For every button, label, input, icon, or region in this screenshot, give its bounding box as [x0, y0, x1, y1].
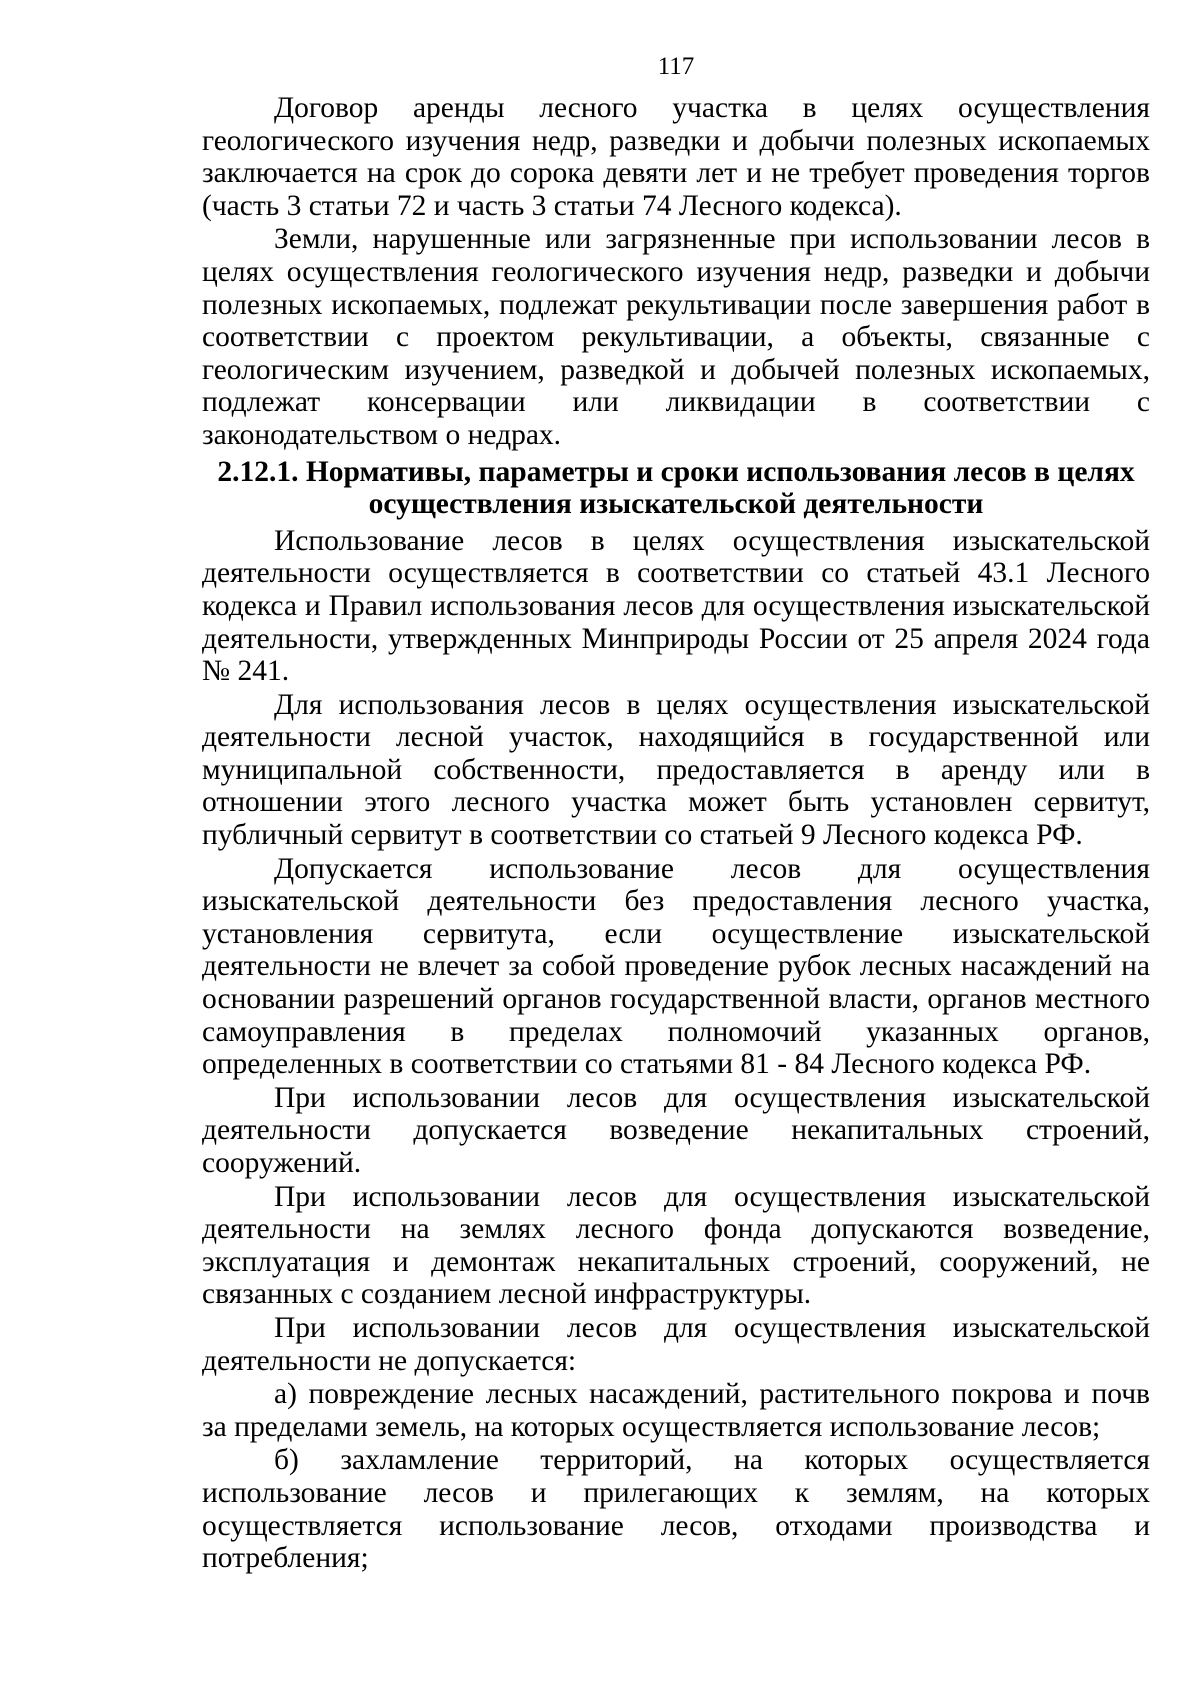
- paragraph-non-capital-structures: При использовании лесов для осуществления изыскательской деятельности допускается возведение некапитальных строений, сооружений.: [202, 1081, 1150, 1179]
- paragraph-without-plot: Допускается использование лесов для осуществления изыскательской деятельности без предоставления лесного участка, установления сервитута, если осуществление изыскательской деятельности не влечет за собой проведение рубок лесных насаждений на основании разрешений органов государственной власти, органов местного самоуправления в пределах полномочий указанных органов, определенных в соответствии со статьями 81 - 84 Лесного кодекса РФ.: [202, 852, 1150, 1081]
- page-number: 117: [657, 53, 695, 80]
- list-item-a: а) повреждение лесных насаждений, растительного покрова и почв за пределами земель, на которых осуществляется использование лесов;: [202, 1378, 1150, 1443]
- list-item-b: б) захламление территорий, на которых осуществляется использование лесов и прилегающих к землям, на которых осуществляется использование лесов, отходами производства и потребления;: [202, 1444, 1150, 1575]
- paragraph-recultivation: Земли, нарушенные или загрязненные при использовании лесов в целях осуществления геологического изучения недр, разведки и добычи полезных ископаемых, подлежат рекультивации после завершения работ в соответствии с проектом рекультивации, а объекты, связанные с геологическим изучением, разведкой и добычей полезных ископаемых, подлежат консервации или ликвидации в соответствии с законодательством о недрах.: [202, 223, 1150, 451]
- section-heading: [202, 456, 1150, 521]
- paragraph-forest-fund-lands: При использовании лесов для осуществления изыскательской деятельности на землях лесного фонда допускаются возведение, эксплуатация и демонтаж некапитальных строений, сооружений, не связанных с созданием лесной инфраструктуры.: [202, 1180, 1150, 1311]
- paragraph-prohibitions-intro: При использовании лесов для осуществления изыскательской деятельности не допускается:: [202, 1311, 1150, 1377]
- paragraph-lease-term: Договор аренды лесного участка в целях осуществления геологического изучения недр, разведки и добычи полезных ископаемых заключается на срок до сорока девяти лет и не требует проведения торгов (часть 3 статьи 72 и часть 3 статьи 74 Лесного кодекса).: [202, 92, 1150, 222]
- paragraph-legal-basis: Использование лесов в целях осуществления изыскательской деятельности осуществляется в соответствии со статьей 43.1 Лесного кодекса и Правил использования лесов для осуществления изыскательской деятельности, утвержденных Минприроды России от 25 апреля 2024 года № 241.: [202, 524, 1150, 688]
- paragraph-lease-servitude: Для использования лесов в целях осуществления изыскательской деятельности лесной участок, находящийся в государственной или муниципальной собственности, предоставляется в аренду или в отношении этого лесного участка может быть установлен сервитут, публичный сервитут в соответствии со статьей 9 Лесного кодекса РФ.: [202, 688, 1150, 852]
- section-heading-line-1: 2.12.1. Нормативы, параметры и сроки использования лесов в целях: [217, 455, 1135, 488]
- document-page: [202, 52, 1150, 1576]
- section-heading-line-2: осуществления изыскательской деятельности: [368, 488, 984, 521]
